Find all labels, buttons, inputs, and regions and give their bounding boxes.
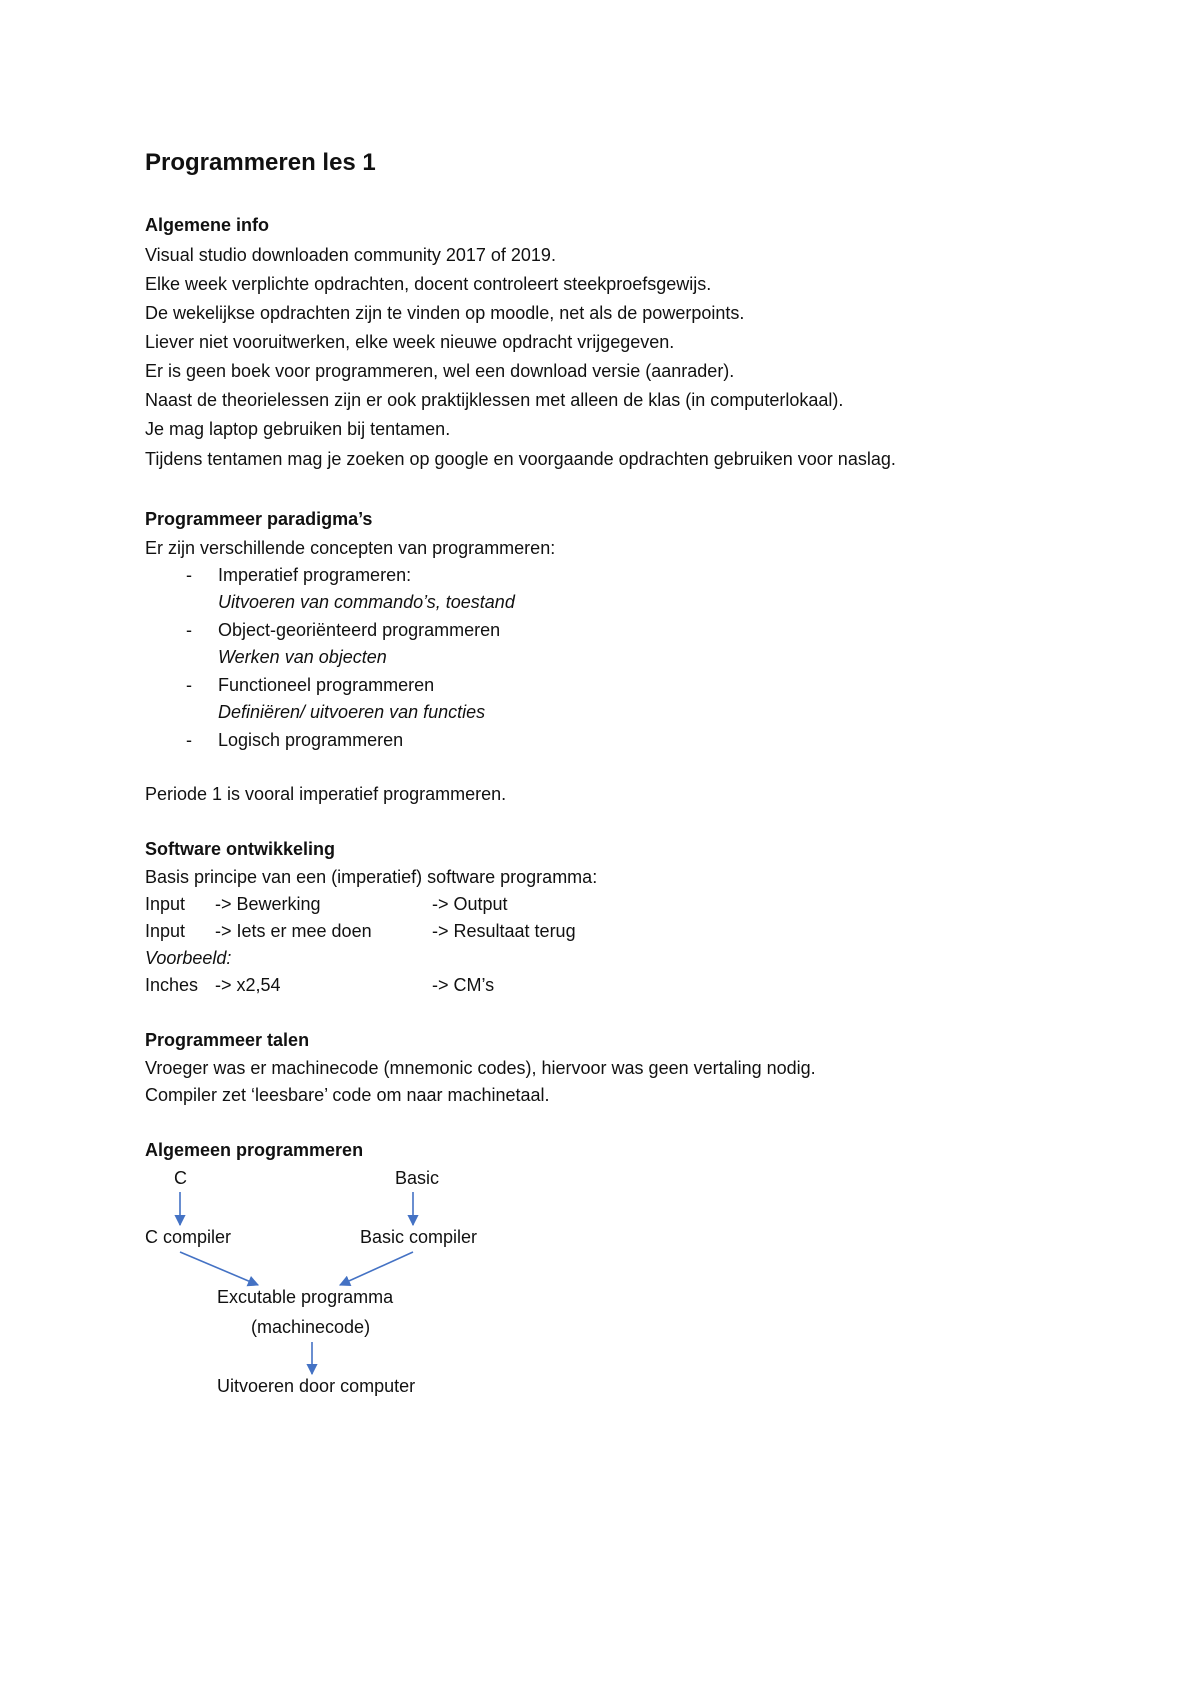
text-line: Compiler zet ‘leesbare’ code om naar machinetaal. [145, 1085, 550, 1105]
table-cell: -> Output [432, 894, 508, 914]
section-heading-paradigmas: Programmeer paradigma’s [145, 509, 373, 529]
text-line: Basis principe van een (imperatief) software programma: [145, 867, 598, 887]
table-cell: -> x2,54 [215, 975, 281, 995]
section-heading-algemeen: Algemeen programmeren [145, 1140, 364, 1160]
section-heading-talen: Programmeer talen [145, 1030, 310, 1050]
list-bullet: - [186, 620, 192, 640]
table-cell: -> Bewerking [215, 894, 321, 914]
list-item: Imperatief programeren: [218, 565, 412, 585]
text-line: Er zijn verschillende concepten van programmeren: [145, 538, 556, 558]
list-item: Object-georiënteerd programmeren [218, 620, 501, 640]
diagram-node-executable: Excutable programma [217, 1287, 394, 1307]
list-bullet: - [186, 730, 192, 750]
text-line: Elke week verplichte opdrachten, docent controleert steekproefsgewijs. [145, 274, 712, 294]
list-bullet: - [186, 675, 192, 695]
list-item-note: Uitvoeren van commando’s, toestand [218, 592, 515, 612]
text-line: Tijdens tentamen mag je zoeken op google en voorgaande opdrachten gebruiken voor naslag. [145, 449, 896, 469]
table-cell: Input [145, 921, 186, 941]
diagram-node-c: C [174, 1168, 187, 1188]
page-title: Programmeren les 1 [145, 149, 376, 176]
text-line: Visual studio downloaden community 2017 of 2019. [145, 245, 556, 265]
section-heading-algemene-info: Algemene info [145, 215, 270, 235]
section-heading-software: Software ontwikkeling [145, 839, 336, 859]
diagram-node-basic-compiler: Basic compiler [360, 1227, 478, 1247]
list-item-note: Werken van objecten [218, 647, 387, 667]
example-label: Voorbeeld: [145, 948, 232, 968]
table-cell: -> CM’s [432, 975, 495, 995]
table-cell: -> Iets er mee doen [215, 921, 372, 941]
list-bullet: - [186, 565, 192, 585]
diagram-node-c-compiler: C compiler [145, 1227, 232, 1247]
list-item: Logisch programmeren [218, 730, 404, 750]
table-cell: Inches [145, 975, 199, 995]
text-line: Naast de theorielessen zijn er ook praktijklessen met alleen de klas (in computerlokaal). [145, 390, 844, 410]
text-line: Er is geen boek voor programmeren, wel een download versie (aanrader). [145, 361, 735, 381]
diagram-node-machinecode: (machinecode) [251, 1317, 371, 1337]
table-cell: Input [145, 894, 186, 914]
list-item: Functioneel programmeren [218, 675, 435, 695]
text-line: Periode 1 is vooral imperatief programmeren. [145, 784, 507, 804]
arrow-c-compiler-to-executable [180, 1252, 258, 1285]
text-line: De wekelijkse opdrachten zijn te vinden op moodle, net als de powerpoints. [145, 303, 745, 323]
diagram-node-basic: Basic [395, 1168, 440, 1188]
diagram-node-uitvoeren: Uitvoeren door computer [217, 1376, 416, 1396]
table-cell: -> Resultaat terug [432, 921, 576, 941]
text-line: Vroeger was er machinecode (mnemonic codes), hiervoor was geen vertaling nodig. [145, 1058, 816, 1078]
list-item-note: Definiëren/ uitvoeren van functies [218, 702, 486, 722]
text-line: Je mag laptop gebruiken bij tentamen. [145, 419, 451, 439]
text-line: Liever niet vooruitwerken, elke week nieuwe opdracht vrijgegeven. [145, 332, 675, 352]
arrow-basic-compiler-to-executable [340, 1252, 413, 1285]
